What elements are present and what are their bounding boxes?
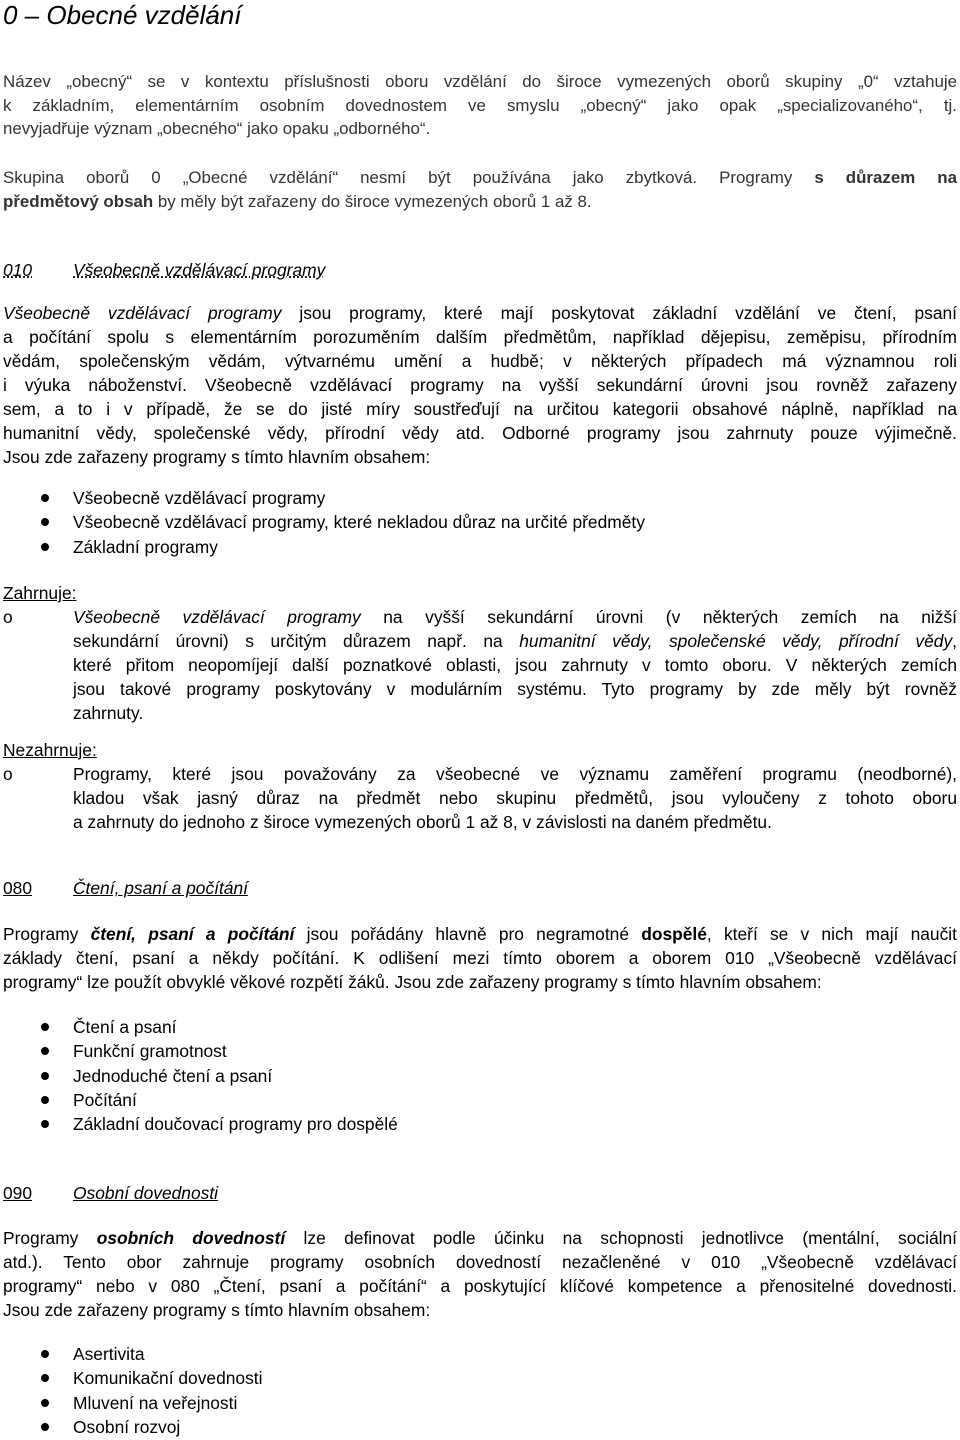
text-line: nevyjadřuje význam „obecného“ jako opaku „odborného“. (3, 119, 431, 138)
text-line: jsou takové programy poskytovány v modulárním systému. Tyto programy by zde měly být rovněž (73, 679, 957, 699)
list-item-text: Mluvení na veřejnosti (73, 1392, 238, 1413)
list-item (3, 510, 957, 534)
bold-run: s důrazem na (814, 168, 957, 187)
list-item-text: Komunikační dovednosti (73, 1368, 263, 1389)
list-item-text: Základní doučovací programy pro dospělé (73, 1114, 398, 1135)
italic-run: Všeobecně vzdělávací programy (3, 303, 282, 323)
section-heading-090 (3, 1181, 218, 1205)
list-item-text: Čtení a psaní (73, 1017, 177, 1037)
text-run: Programy (3, 1228, 97, 1248)
text-line (3, 166, 957, 190)
list-item-text: Osobní rozvoj (73, 1416, 181, 1437)
text-line: i výuka náboženství. Všeobecně vzdělávací programy na vyšší sekundární úrovni jsou rovněž zařazeny (3, 375, 957, 395)
section-number: 080 (3, 878, 33, 898)
page-title: 0 – Obecné vzdělání (3, 0, 242, 30)
text-line (3, 190, 957, 214)
list-item (3, 1415, 957, 1439)
bullet-icon (41, 1350, 49, 1358)
text-line (73, 605, 957, 629)
list-item (3, 1015, 957, 1039)
text-line: programy“ nebo v 080 „Čtení, psaní a počítání“ a poskytující klíčové kompetence a přenositelné dovednosti. (3, 1276, 957, 1296)
bullet-icon (41, 494, 49, 502)
bullet-icon (41, 1072, 49, 1080)
list-item (3, 1088, 957, 1112)
text-run: , kteří se v nich mají naučit (706, 924, 957, 944)
list-item-text: Počítání (73, 1089, 137, 1110)
italic-run: humanitní vědy, společenské vědy, přírodní vědy (519, 631, 953, 651)
text-line (73, 629, 957, 653)
list-item (3, 486, 957, 510)
list-marker: o (3, 607, 13, 627)
section-080-paragraph (3, 922, 957, 994)
excludes-label: Nezahrnuje: (3, 740, 97, 760)
text-line (3, 922, 957, 946)
text-line: humanitní vědy, společenské vědy, přírodní vědy atd. Odborné programy jsou zahrnuty pouze výjimečně. (3, 423, 957, 443)
text-line: Jsou zde zařazeny programy s tímto hlavním obsahem: (3, 447, 431, 467)
text-line: Název „obecný“ se v kontextu příslušnosti oboru vzdělání do široce vymezených oborů skupiny „0“ vztahuje (3, 72, 957, 91)
text-run: sekundární úrovni) s určitým důrazem např. na (73, 631, 520, 651)
section-080-bullet-list (3, 1015, 957, 1136)
includes-item (73, 605, 957, 725)
list-item (3, 1112, 957, 1136)
section-heading-080 (3, 876, 248, 900)
list-item (3, 535, 957, 559)
text-line (3, 301, 957, 325)
list-item (3, 1064, 957, 1088)
section-010-paragraph (3, 301, 957, 469)
bullet-icon (41, 1096, 49, 1104)
list-item-text: Všeobecně vzdělávací programy (73, 488, 326, 508)
section-heading-010 (3, 258, 325, 282)
text-run: Programy (3, 924, 91, 944)
list-item-text: Funkční gramotnost (73, 1041, 227, 1062)
text-line: a počítání spolu s elementárním porozuměním dalším předmětům, například dějepisu, zeměpisu, přírodním (3, 327, 957, 347)
bullet-icon (41, 518, 49, 526)
list-item (3, 1039, 957, 1063)
intro-paragraph-2 (3, 166, 957, 213)
text-run: na vyšší sekundární úrovni (v některých zemích na nižší (360, 607, 957, 627)
bullet-icon (41, 1423, 49, 1431)
text-line: sem, a to i v případě, že se do jisté míry soustřeďují na určitou kategorii obsahové náplně, například na (3, 399, 957, 419)
text-line (3, 1226, 957, 1250)
list-item (3, 1366, 957, 1390)
section-name: Čtení, psaní a počítání (73, 878, 248, 898)
bold-italic-run: osobních dovedností (96, 1228, 286, 1248)
bullet-icon (41, 1120, 49, 1128)
text-run: jsou pořádány hlavně pro negramotné (294, 924, 642, 944)
intro-paragraph-1 (3, 70, 957, 141)
text-run: by měly být zařazeny do široce vymezených oborů 1 až 8. (153, 191, 592, 211)
bullet-icon (41, 1047, 49, 1055)
text-line: a zahrnuty do jednoho z široce vymezených oborů 1 až 8, v závislosti na daném předmětu. (73, 812, 772, 832)
section-name: Osobní dovednosti (73, 1183, 219, 1203)
bold-run: předmětový obsah (3, 191, 154, 211)
section-010-bullet-list (3, 486, 957, 559)
bullet-icon (41, 1023, 49, 1031)
list-item-text: Základní programy (73, 536, 218, 557)
section-number: 010 (3, 260, 33, 280)
text-run: jsou programy, které mají poskytovat základní vzdělání ve čtení, psaní (281, 303, 957, 323)
text-line: vědám, společenským vědám, výtvarnému umění a hudbě; v některých případech má významnou roli (3, 351, 957, 371)
bullet-icon (41, 543, 49, 551)
section-090-bullet-list (3, 1342, 957, 1439)
text-line: zahrnuty. (73, 703, 144, 723)
list-item-text: Asertivita (73, 1344, 145, 1364)
section-090-paragraph (3, 1226, 957, 1322)
text-run: lze definovat podle účinku na schopnosti jednotlivce (mentální, sociální (285, 1228, 957, 1248)
section-name: Všeobecně vzdělávací programy (73, 260, 326, 280)
text-line: které přitom neopomíjejí další poznatkové oblasti, jsou zahrnuty v tomto oboru. V některých zemích (73, 655, 957, 675)
list-item-text: Všeobecně vzdělávací programy, které nekladou důraz na určité předměty (73, 512, 645, 533)
text-run: Skupina oborů 0 „Obecné vzdělání“ nesmí být používána jako zbytková. Programy (3, 168, 815, 187)
bullet-icon (41, 1399, 49, 1407)
includes-label: Zahrnuje: (3, 583, 77, 603)
list-item (3, 1342, 957, 1366)
bullet-icon (41, 1374, 49, 1382)
text-line: kladou však jasný důraz na předmět nebo skupinu předmětů, jsou vyloučeny z tohoto oboru (73, 788, 957, 808)
bold-italic-run: čtení, psaní a počítání (90, 924, 295, 944)
text-run: , (952, 631, 957, 651)
section-number: 090 (3, 1183, 33, 1203)
italic-run: Všeobecně vzdělávací programy (73, 607, 361, 627)
text-line: k základním, elementárním osobním dovednostem ve smyslu „obecný“ jako opak „specializovaného“, tj. (3, 95, 957, 115)
list-marker: o (3, 764, 13, 784)
text-line: Jsou zde zařazeny programy s tímto hlavním obsahem: (3, 1300, 431, 1320)
list-item-text: Jednoduché čtení a psaní (73, 1065, 273, 1086)
text-line: programy“ lze použít obvyklé věkové rozpětí žáků. Jsou zde zařazeny programy s tímto hlavním obsahem: (3, 972, 822, 992)
list-item (3, 1391, 957, 1415)
excludes-item (73, 762, 957, 834)
text-line: atd.). Tento obor zahrnuje programy osobních dovedností nezačleněné v 010 „Všeobecně vzdělávací (3, 1252, 957, 1272)
text-line: Programy, které jsou považovány za všeobecné ve významu zaměření programu (neodborné), (73, 764, 957, 784)
text-line: základy čtení, psaní a někdy počítání. K odlišení mezi tímto oborem a oborem 010 „Všeobecně vzdělávací (3, 948, 957, 968)
bold-run: dospělé (641, 924, 707, 944)
